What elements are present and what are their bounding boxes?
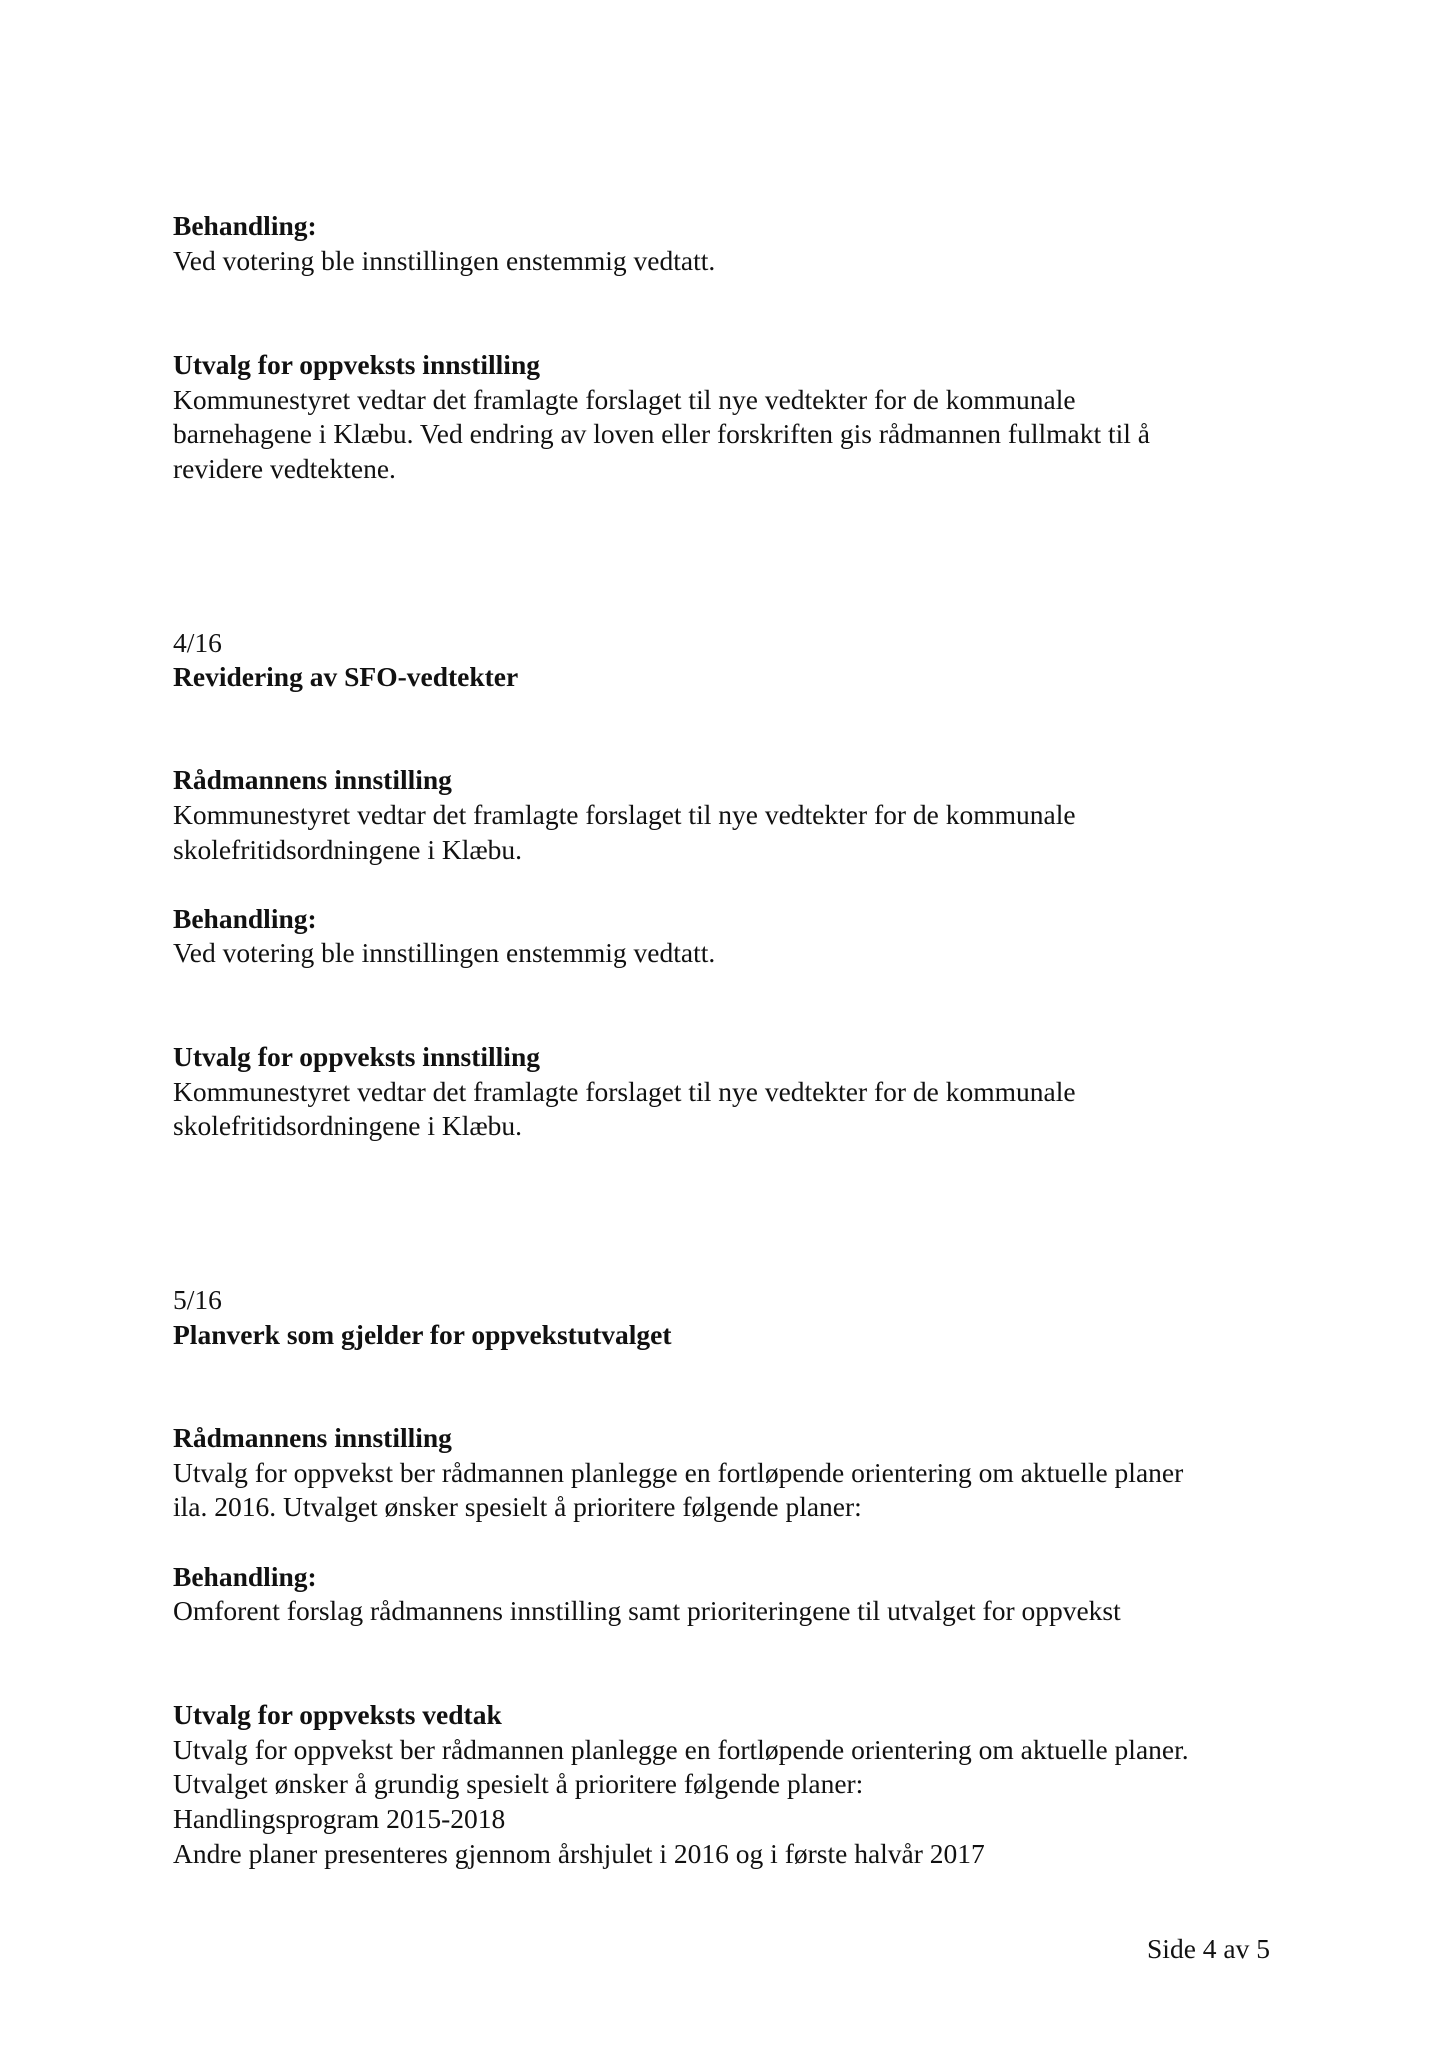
- radmann-innstilling-line: skolefritidsordningene i Klæbu.: [173, 834, 523, 865]
- radmann-innstilling-line: Kommunestyret vedtar det framlagte forslaget til nye vedtekter for de kommunale: [173, 799, 1076, 830]
- case-number: 5/16: [173, 1284, 222, 1315]
- utvalg-innstilling-line: Kommunestyret vedtar det framlagte forslaget til nye vedtekter for de kommunale: [173, 384, 1076, 415]
- utvalg-innstilling-heading: Utvalg for oppveksts innstilling: [173, 1041, 540, 1072]
- utvalg-vedtak-heading: Utvalg for oppveksts vedtak: [173, 1699, 502, 1730]
- behandling-text: Omforent forslag rådmannens innstilling samt prioriteringene til utvalget for oppvekst: [173, 1595, 1121, 1626]
- utvalg-vedtak-line: Utvalget ønsker å grundig spesielt å prioritere følgende planer:: [173, 1768, 864, 1799]
- utvalg-innstilling-line: skolefritidsordningene i Klæbu.: [173, 1110, 523, 1141]
- behandling-heading: Behandling:: [173, 210, 317, 241]
- case-title: Revidering av SFO-vedtekter: [173, 661, 519, 692]
- utvalg-vedtak-line: Handlingsprogram 2015-2018: [173, 1803, 506, 1834]
- case-number: 4/16: [173, 627, 222, 658]
- radmann-innstilling-heading: Rådmannens innstilling: [173, 1422, 452, 1453]
- utvalg-innstilling-heading: Utvalg for oppveksts innstilling: [173, 349, 540, 380]
- utvalg-innstilling-line: revidere vedtektene.: [173, 453, 396, 484]
- behandling-text: Ved votering ble innstillingen enstemmig vedtatt.: [173, 245, 716, 276]
- behandling-heading: Behandling:: [173, 903, 317, 934]
- radmann-innstilling-line: Utvalg for oppvekst ber rådmannen planlegge en fortløpende orientering om aktuelle planer: [173, 1457, 1184, 1488]
- behandling-text: Ved votering ble innstillingen enstemmig vedtatt.: [173, 937, 716, 968]
- behandling-heading: Behandling:: [173, 1561, 317, 1592]
- page-number: Side 4 av 5: [1147, 1933, 1270, 1964]
- utvalg-innstilling-line: barnehagene i Klæbu. Ved endring av loven eller forskriften gis rådmannen fullmakt til å: [173, 418, 1150, 449]
- case-title: Planverk som gjelder for oppvekstutvalget: [173, 1319, 672, 1350]
- utvalg-innstilling-line: Kommunestyret vedtar det framlagte forslaget til nye vedtekter for de kommunale: [173, 1076, 1076, 1107]
- utvalg-vedtak-line: Andre planer presenteres gjennom årshjulet i 2016 og i første halvår 2017: [173, 1838, 985, 1869]
- radmann-innstilling-heading: Rådmannens innstilling: [173, 764, 452, 795]
- utvalg-vedtak-line: Utvalg for oppvekst ber rådmannen planlegge en fortløpende orientering om aktuelle planer.: [173, 1734, 1189, 1765]
- radmann-innstilling-line: ila. 2016. Utvalget ønsker spesielt å prioritere følgende planer:: [173, 1491, 862, 1522]
